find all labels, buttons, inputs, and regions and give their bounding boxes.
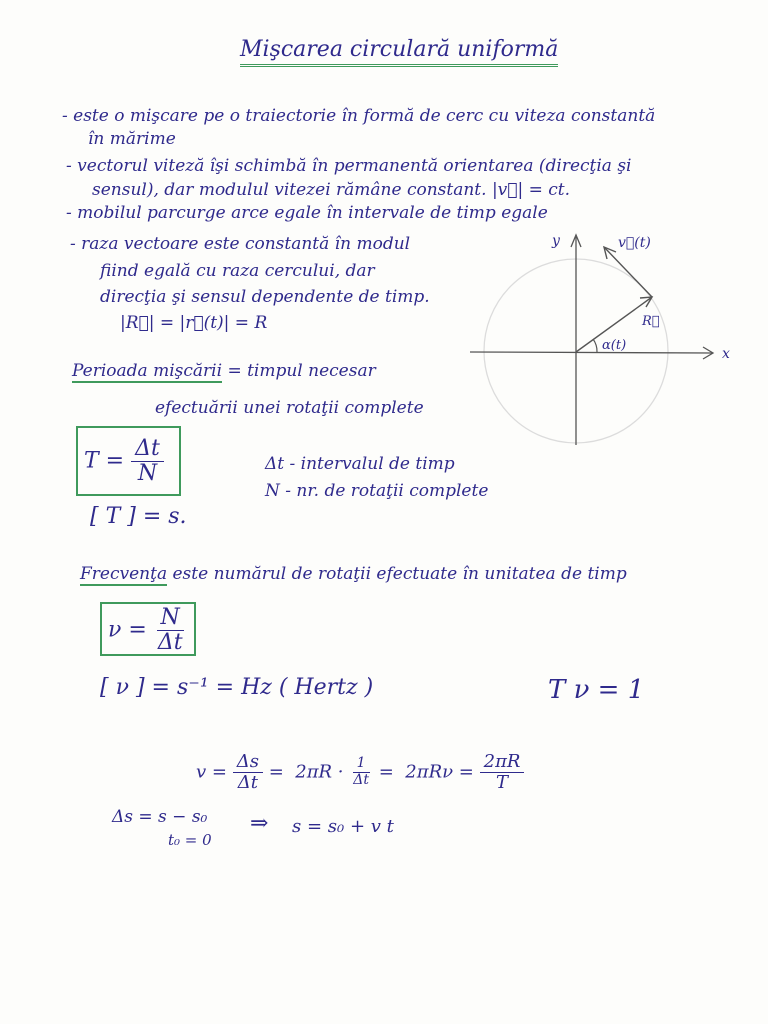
period-formula bbox=[84, 437, 164, 486]
bullet-4-cont-1: fiind egală cu raza cercului, dar bbox=[100, 261, 375, 281]
speed-fraction-2-den: Δt bbox=[353, 771, 370, 788]
speed-fraction-1-den: Δt bbox=[237, 771, 258, 793]
title-text: Mişcarea circulară uniformă bbox=[240, 37, 558, 67]
speed-fraction-3 bbox=[480, 752, 525, 793]
speed-fraction-2-num: 1 bbox=[353, 756, 370, 772]
speed-fraction-3-num: 2πR bbox=[480, 752, 525, 773]
speed-fraction-1-num: Δs bbox=[233, 752, 263, 773]
motion-law: s = s₀ + v t bbox=[292, 816, 394, 837]
frequency-definition-text: este numărul de rotaţii efectuate în unitatea de timp bbox=[172, 564, 627, 584]
bullet-2: - vectorul viteză îşi schimbă în permanentă orientarea (direcţia şi bbox=[66, 156, 632, 176]
frequency-term: Frecvenţa bbox=[80, 564, 168, 584]
bullet-3: - mobilul parcurge arce egale în intervale de timp egale bbox=[66, 203, 548, 223]
period-term: Perioada mişcării bbox=[72, 361, 223, 381]
bullet-1: - este o mişcare pe o traiectorie în formă de cerc cu viteza constantă bbox=[62, 106, 656, 126]
speed-fraction-3-den: T bbox=[496, 771, 509, 793]
period-denominator: N bbox=[137, 461, 158, 487]
velocity-label: v⃗(t) bbox=[618, 235, 651, 251]
angle-label: α(t) bbox=[602, 338, 627, 353]
period-numerator: Δt bbox=[131, 437, 164, 462]
page-title bbox=[240, 38, 558, 62]
angle-arc bbox=[593, 339, 597, 352]
period-definition-line1 bbox=[72, 362, 376, 381]
period-legend-2: N - nr. de rotaţii complete bbox=[265, 481, 489, 501]
bullet-4: - raza vectoare este constantă în modul bbox=[70, 234, 411, 254]
speed-fraction-2 bbox=[349, 756, 373, 788]
x-axis bbox=[470, 352, 712, 353]
bullet-4-cont-2: direcţia şi sensul dependente de timp. bbox=[100, 287, 430, 307]
period-frequency-relation: T ν = 1 bbox=[548, 675, 645, 705]
frequency-definition bbox=[80, 565, 627, 584]
period-definition-1: = timpul necesar bbox=[227, 361, 376, 381]
speed-eq-2: = bbox=[378, 761, 394, 783]
speed-term-1: 2πR · bbox=[295, 761, 344, 783]
y-axis-label: y bbox=[552, 233, 560, 249]
frequency-numerator: N bbox=[157, 606, 184, 631]
frequency-formula bbox=[108, 606, 187, 655]
frequency-unit: [ ν ] = s⁻¹ = Hz ( Hertz ) bbox=[100, 675, 374, 700]
bullet-2-cont: sensul), dar modulul vitezei rămâne constant. |v⃗| = ct. bbox=[92, 180, 571, 200]
period-formula-lhs: T = bbox=[84, 448, 125, 474]
period-unit: [ T ] = s. bbox=[90, 504, 187, 529]
frequency-formula-lhs: ν = bbox=[108, 617, 147, 643]
radius-label: R⃗ bbox=[642, 314, 660, 329]
displacement-line-2: t₀ = 0 bbox=[168, 831, 212, 849]
speed-term-2: 2πRν = bbox=[405, 761, 474, 783]
speed-formula bbox=[196, 752, 524, 793]
frequency-fraction bbox=[154, 606, 187, 655]
implies-arrow: ⇒ bbox=[250, 811, 269, 836]
velocity-vector bbox=[604, 247, 652, 297]
speed-fraction-1 bbox=[233, 752, 263, 793]
radius-modulus: |R⃗| = |r⃗(t)| = R bbox=[120, 313, 268, 333]
circle-diagram bbox=[460, 225, 750, 465]
speed-lhs: v = bbox=[196, 761, 227, 783]
period-definition-2: efectuării unei rotaţii complete bbox=[155, 398, 424, 418]
bullet-1-cont: în mărime bbox=[88, 129, 176, 149]
speed-eq-1: = bbox=[268, 761, 284, 783]
frequency-denominator: Δt bbox=[157, 630, 183, 656]
period-fraction bbox=[131, 437, 164, 486]
x-axis-label: x bbox=[722, 346, 730, 362]
period-legend-1: Δt - intervalul de timp bbox=[265, 454, 455, 474]
displacement-line-1: Δs = s − s₀ bbox=[112, 807, 208, 827]
